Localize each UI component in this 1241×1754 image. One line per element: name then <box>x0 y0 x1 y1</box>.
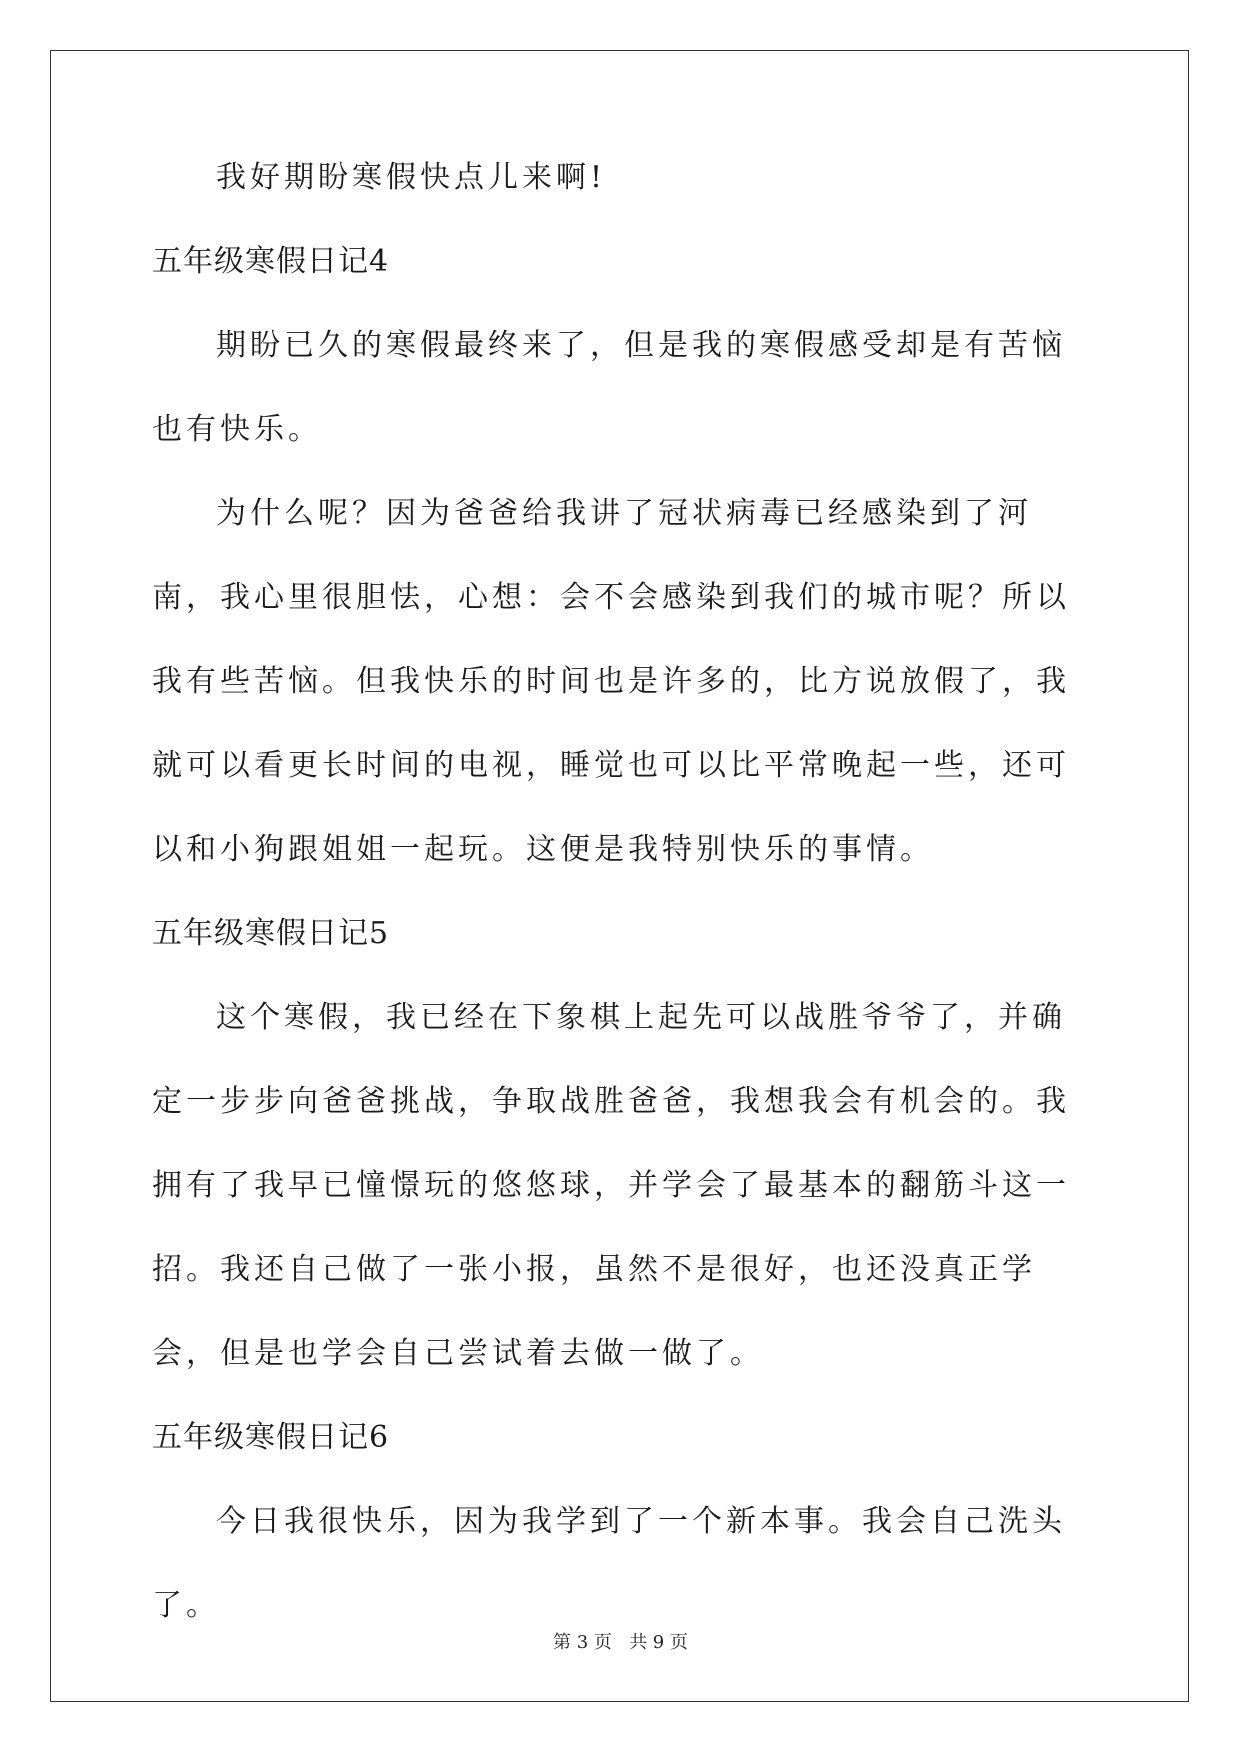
paragraph-3: 为什么呢？因为爸爸给我讲了冠状病毒已经感染到了河南，我心里很胆怯，心想：会不会感染到我们的城市呢？所以我有些苦恼。但我快乐的时间也是许多的，比方说放假了，我就可以看更长时间的电视，睡觉也可以比平常晚起一些，还可以和小狗跟姐姐一起玩。这便是我特别快乐的事情。 <box>152 496 1070 867</box>
page-number: 第 3 页 <box>553 1632 612 1653</box>
paragraph-1: 我好期盼寒假快点儿来啊! <box>216 160 607 195</box>
heading-diary-6: 五年级寒假日记6 <box>152 1420 390 1455</box>
paragraph-5: 今日我很快乐，因为我学到了一个新本事。我会自己洗头了。 <box>152 1504 1066 1623</box>
page-total: 共 9 页 <box>629 1632 688 1653</box>
heading-diary-4: 五年级寒假日记4 <box>152 244 390 279</box>
paragraph-4: 这个寒假，我已经在下象棋上起先可以战胜爷爷了，并确定一步步向爸爸挑战，争取战胜爸爸，我想我会有机会的。我拥有了我早已憧憬玩的悠悠球，并学会了最基本的翻筋斗这一招。我还自己做了一张小报，虽然不是很好，也还没真正学会，但是也学会自己尝试着去做一做了。 <box>152 1000 1070 1371</box>
heading-diary-5: 五年级寒假日记5 <box>152 916 390 951</box>
paragraph-2: 期盼已久的寒假最终来了，但是我的寒假感受却是有苦恼也有快乐。 <box>152 328 1066 447</box>
page-footer <box>0 1628 1241 1654</box>
